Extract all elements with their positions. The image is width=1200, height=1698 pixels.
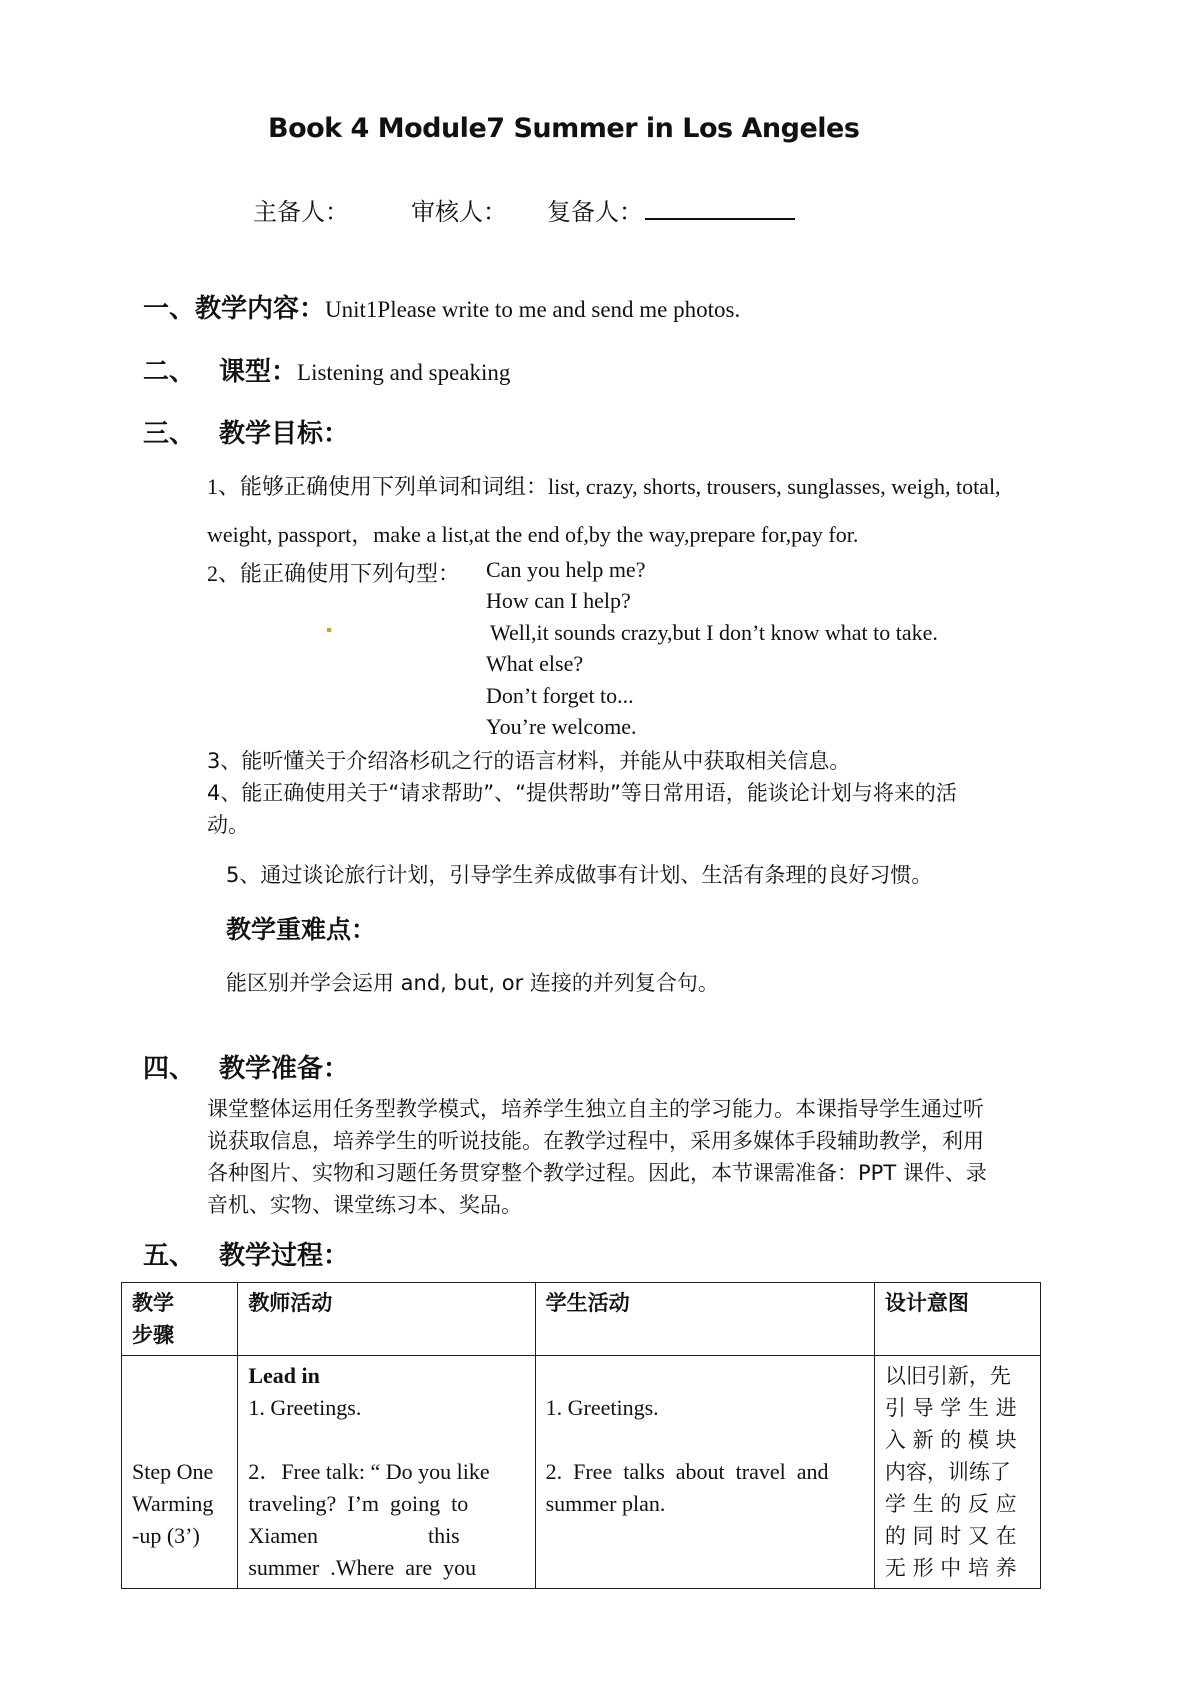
reviewer-label: 审核人： [411,198,507,226]
step-line: Warming [132,1491,214,1516]
header-student-activity: 学生活动 [535,1283,874,1356]
lead-in-heading: Lead in [248,1363,320,1388]
teacher-item: 2．Free talk: “ Do you like [248,1459,490,1484]
preparers-line [253,192,795,227]
section-2-number: 二、 [143,357,196,387]
section-2-text: Listening and speaking [297,360,511,385]
objective-4-line1: 4、能正确使用关于“请求帮助”、“提供帮助”等日常用语，能谈论计划与将来的活 [207,781,957,805]
section-3-number: 三、 [143,419,196,449]
co-preparer-blank [645,192,795,220]
student-item: summer plan. [545,1491,666,1516]
table-header-row [122,1283,1041,1356]
document-title: Book 4 Module7 Summer in Los Angeles [268,113,860,144]
preparation-line: 各种图片、实物和习题任务贯穿整个教学过程。因此，本节课需准备：PPT 课件、录 [207,1161,987,1185]
key-points-text: 能区别并学会运用 and, but, or 连接的并列复合句。 [226,971,719,995]
objective-1-line1: 1、能够正确使用下列单词和词组：list, crazy, shorts, trousers, sunglasses, weigh, total, [207,474,1001,499]
teaching-process-table [121,1282,1041,1589]
teacher-activity-cell [238,1356,535,1589]
teacher-item: summer .Where are you [248,1555,477,1580]
section-5-label: 教学过程： [219,1241,350,1271]
section-1-label: 教学内容： [195,294,326,324]
header-step-line1: 教学 [132,1291,174,1315]
header-teacher-activity: 教师活动 [238,1283,535,1356]
table-row [122,1356,1041,1589]
intent-line: 无 形 中 培 养 [884,1556,1017,1580]
section-2-label: 课型： [219,357,298,387]
teacher-item: traveling? I’m going to [248,1491,469,1516]
objective-1-line2: weight, passport，make a list,at the end of,by the way,prepare for,pay for. [207,522,859,547]
header-step-line2: 步骤 [132,1323,174,1347]
sentence-pattern-3: Well,it sounds crazy,but I don’t know what to take. [490,620,938,645]
preparation-line: 课堂整体运用任务型教学模式，培养学生独立自主的学习能力。本课指导学生通过听 [207,1097,984,1121]
intent-line: 内容，训练了 [884,1460,1011,1484]
intent-line: 引 导 学 生 进 [884,1396,1017,1420]
objective-3: 3、能听懂关于介绍洛杉矶之行的语言材料，并能从中获取相关信息。 [207,749,851,773]
objective-2-label: 2、能正确使用下列句型： [207,561,461,586]
section-4-heading [143,1048,349,1085]
student-item: 2. Free talks about travel and [545,1459,829,1484]
objective-5: 5、通过谈论旅行计划，引导学生养成做事有计划、生活有条理的良好习惯。 [226,863,933,887]
section-3-label: 教学目标： [219,419,350,449]
section-5-heading [143,1235,349,1272]
student-item: 1. Greetings. [545,1395,659,1420]
section-4-number: 四、 [143,1054,196,1084]
key-points-heading: 教学重难点： [226,915,377,944]
teacher-item: Xiamen this [248,1523,460,1548]
step-cell [122,1356,238,1589]
intent-line: 以旧引新，先 [884,1364,1011,1388]
section-4-label: 教学准备： [219,1054,350,1084]
design-intent-cell [874,1356,1040,1589]
header-step [122,1283,238,1356]
objective-4-line2: 动。 [207,813,249,837]
sentence-pattern-1: Can you help me? [486,557,646,582]
sentence-pattern-6: You’re welcome. [486,714,637,739]
co-preparer-label: 复备人： [547,198,643,226]
preparation-line: 说获取信息，培养学生的听说技能。在教学过程中，采用多媒体手段辅助教学，利用 [207,1129,984,1153]
section-3-heading [143,413,349,450]
intent-line: 学 生 的 反 应 [884,1492,1017,1516]
header-design-intent: 设计意图 [874,1283,1040,1356]
step-line: Step One [132,1459,214,1484]
section-1-text: Unit1Please write to me and send me photos. [325,297,741,322]
section-1-heading [143,288,740,325]
intent-line: 的 同 时 又 在 [884,1524,1017,1548]
main-preparer-label: 主备人： [253,198,349,226]
preparation-paragraph [207,1093,1100,1221]
preparation-line: 音机、实物、课堂练习本、奖品。 [207,1193,522,1217]
section-5-number: 五、 [143,1241,196,1271]
teacher-item: 1. Greetings. [248,1395,362,1420]
step-line: -up (3’) [132,1523,200,1548]
sentence-pattern-4: What else? [486,651,584,676]
student-activity-cell [535,1356,874,1589]
intent-line: 入 新 的 模 块 [884,1428,1017,1452]
section-2-heading [143,351,510,388]
section-1-number: 一、 [143,294,196,324]
stray-dot [327,628,331,632]
sentence-pattern-2: How can I help? [486,588,631,613]
sentence-pattern-5: Don’t forget to... [486,683,634,708]
